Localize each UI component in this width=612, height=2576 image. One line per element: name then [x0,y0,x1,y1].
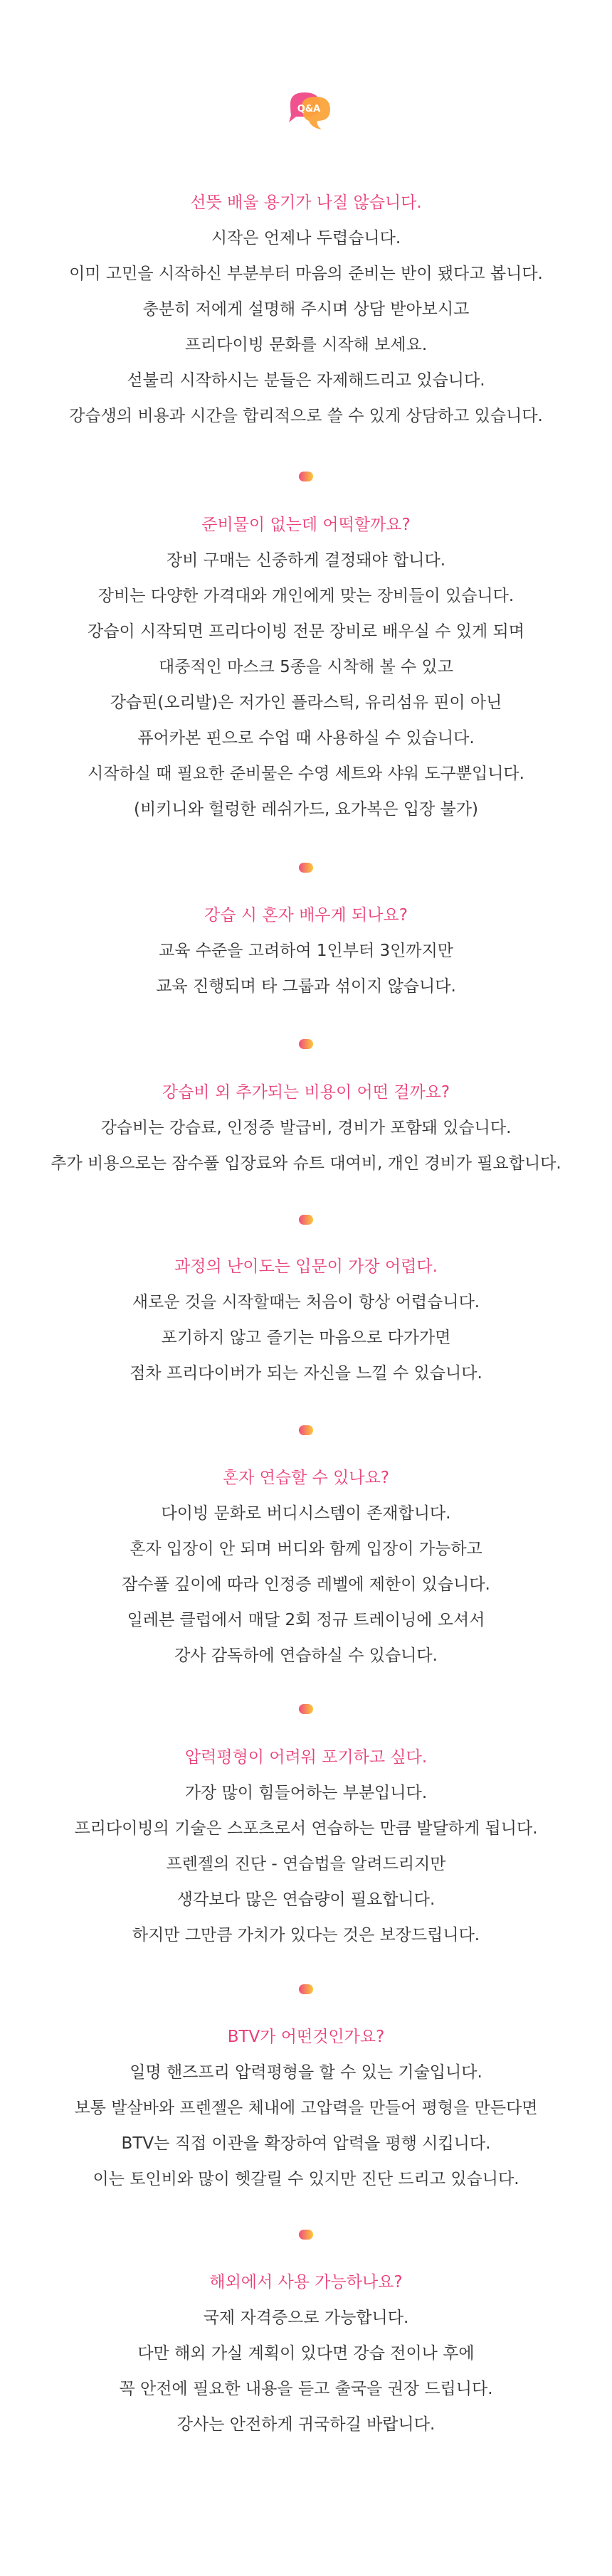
faq-question: 압력평형이 어려워 포기하고 싶다. [184,1748,428,1767]
faq-answer-line: 국제 자격증으로 가능합니다. [203,2309,409,2327]
faq-answer-line: 추가 비용으로는 잠수풀 입장료와 슈트 대여비, 개인 경비가 필요합니다. [51,1154,561,1173]
section-divider-dot-icon [299,1039,313,1049]
faq-item [0,1075,612,1181]
section-divider-dot-icon [299,1215,313,1225]
faq-answer-line: 강사 감독하에 연습하실 수 있습니다. [174,1646,438,1665]
faq-answer-line: 강사는 안전하게 귀국하길 바랍니다. [176,2415,436,2434]
faq-answer-line: 퓨어카본 핀으로 수업 때 사용하실 수 있습니다. [137,729,475,747]
faq-answer-line: 포기하지 않고 즐기는 마음으로 다가가면 [161,1329,451,1347]
faq-item [0,2019,612,2197]
faq-question: 준비물이 없는데 어떡할까요? [201,516,411,534]
faq-question: BTV가 어떤것인가요? [227,2028,385,2046]
section-divider-dot-icon [299,1984,313,1994]
faq-answer-line: BTV는 직접 이관을 확장하여 압력을 평행 시킵니다. [121,2134,491,2153]
section-divider-dot-icon [299,472,313,481]
faq-answer-line: 일명 핸즈프리 압력평형을 할 수 있는 기술입니다. [130,2063,482,2082]
faq-answer-line: 생각보다 많은 연습량이 필요합니다. [176,1890,436,1909]
faq-item [0,1740,612,1953]
faq-answer-line: (비키니와 헐렁한 레쉬가드, 요가복은 입장 불가) [134,800,478,819]
faq-item [0,898,612,1004]
faq-answer-line: 새로운 것을 시작할때는 처음이 항상 어렵습니다. [132,1293,480,1311]
faq-answer-line: 혼자 입장이 안 되며 버디와 함께 입장이 가능하고 [130,1540,482,1558]
faq-item [0,507,612,827]
section-divider-dot-icon [299,1704,313,1714]
qa-logo-text: Q&A [297,104,321,115]
faq-item [0,2264,612,2442]
faq-answer-line: 장비 구매는 신중하게 결정돼야 합니다. [166,551,446,570]
faq-answer-line: 이미 고민을 시작하신 부분부터 마음의 준비는 반이 됐다고 봅니다. [69,265,543,283]
faq-answer-line: 시작은 언제나 두렵습니다. [211,229,401,248]
qa-speech-bubble-icon [280,90,337,134]
faq-answer-line: 섣불리 시작하시는 분들은 자제해드리고 있습니다. [127,371,485,390]
faq-answer-line: 프리다이빙 문화를 시작해 보세요. [184,336,428,354]
section-divider-dot-icon [299,2230,313,2240]
faq-answer-line: 충분히 저에게 설명해 주시며 상담 받아보시고 [142,300,470,319]
faq-answer-line: 교육 수준을 고려하여 1인부터 3인까지만 [159,942,453,960]
faq-item [0,1460,612,1673]
faq-answer-line: 다만 해외 가실 계획이 있다면 강습 전이나 후에 [137,2344,475,2363]
faq-question: 강습 시 혼자 배우게 되나요? [204,906,408,925]
faq-answer-line: 보통 발살바와 프렌젤은 체내에 고압력을 만들어 평형을 만든다면 [74,2099,538,2117]
faq-question: 해외에서 사용 가능하나요? [209,2273,403,2292]
faq-answer-line: 시작하실 때 필요한 준비물은 수영 세트와 샤워 도구뿐입니다. [88,765,524,783]
faq-answer-line: 일레븐 클럽에서 매달 2회 정규 트레이닝에 오셔서 [127,1611,485,1629]
faq-answer-line: 대중적인 마스크 5종을 시착해 볼 수 있고 [159,658,453,676]
faq-answer-line: 교육 진행되며 타 그룹과 섞이지 않습니다. [156,977,456,996]
faq-answer-line: 강습비는 강습료, 인정증 발급비, 경비가 포함돼 있습니다. [100,1119,512,1137]
faq-answer-line: 프리다이빙의 기술은 스포츠로서 연습하는 만큼 발달하게 됩니다. [74,1819,538,1838]
faq-question: 혼자 연습할 수 있나요? [222,1469,390,1487]
faq-answer-line: 강습핀(오리발)은 저가인 플라스틱, 유리섬유 핀이 아닌 [110,693,502,712]
faq-item [0,1249,612,1391]
faq-answer-line: 강습이 시작되면 프리다이빙 전문 장비로 배우실 수 있게 되며 [88,622,524,641]
faq-answer-line: 다이빙 문화로 버디시스템이 존재합니다. [161,1504,451,1523]
faq-answer-line: 하지만 그만큼 가치가 있다는 것은 보장드립니다. [132,1926,480,1944]
faq-answer-line: 꼭 안전에 필요한 내용을 듣고 출국을 권장 드립니다. [119,2380,493,2398]
faq-answer-line: 강습생의 비용과 시간을 합리적으로 쓸 수 있게 상담하고 있습니다. [69,407,543,425]
faq-answer-line: 가장 많이 힘들어하는 부분입니다. [184,1784,428,1802]
faq-answer-line: 잠수풀 깊이에 따라 인정증 레벨에 제한이 있습니다. [122,1575,490,1594]
section-divider-dot-icon [299,863,313,873]
faq-answer-line: 장비는 다양한 가격대와 개인에게 맞는 장비들이 있습니다. [97,587,515,605]
faq-answer-line: 점차 프리다이버가 되는 자신을 느낄 수 있습니다. [130,1364,482,1383]
faq-question: 강습비 외 추가되는 비용이 어떤 걸까요? [162,1083,450,1102]
faq-question: 선뜻 배울 용기가 나질 않습니다. [190,193,422,212]
faq-question: 과정의 난이도는 입문이 가장 어렵다. [174,1257,438,1276]
faq-item [0,185,612,434]
faq-answer-line: 이는 토인비와 많이 헷갈릴 수 있지만 진단 드리고 있습니다. [93,2170,519,2188]
section-divider-dot-icon [299,1425,313,1435]
faq-answer-line: 프렌젤의 진단 - 연습법을 알려드리지만 [166,1855,446,1873]
